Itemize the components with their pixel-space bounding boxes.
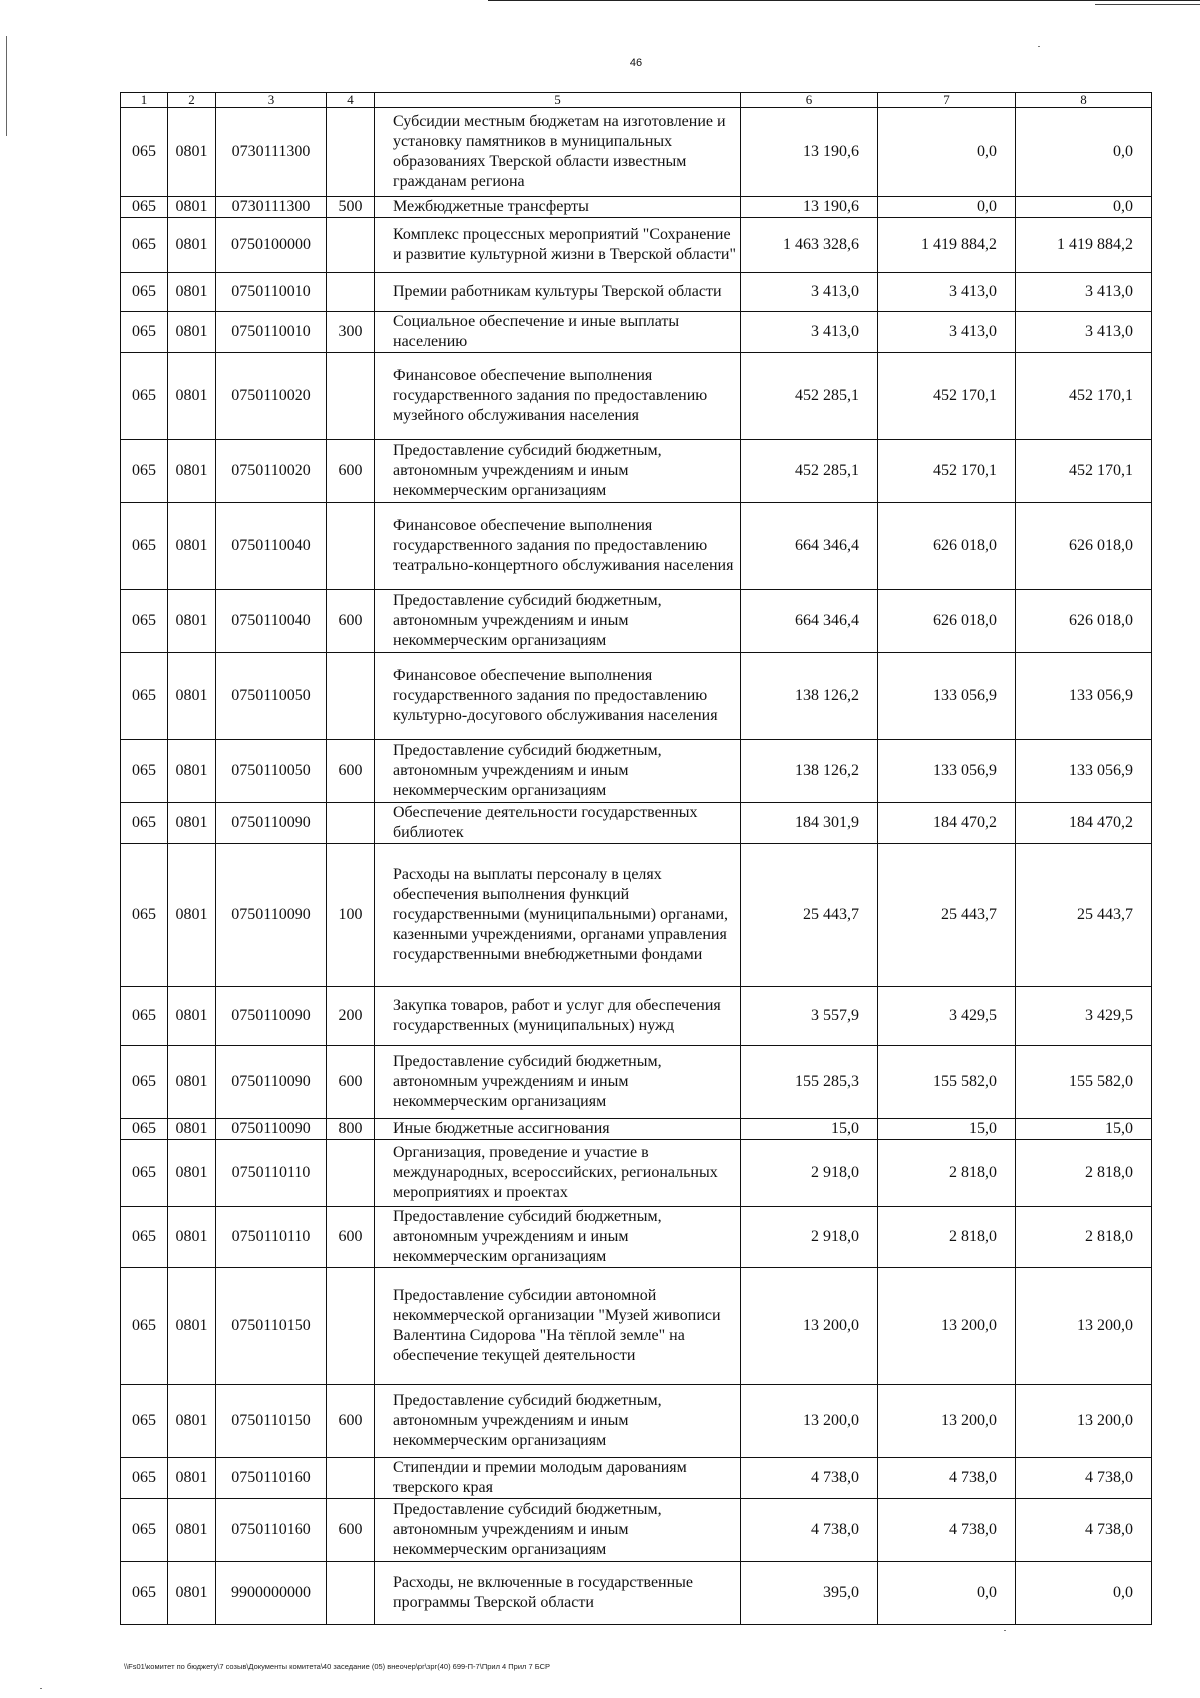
expense-type-cell: 500 bbox=[327, 197, 375, 218]
admin-code-cell: 065 bbox=[121, 108, 168, 197]
amount-year-2-cell: 1 419 884,2 bbox=[878, 218, 1016, 273]
amount-year-3-cell: 0,0 bbox=[1016, 1562, 1152, 1625]
target-article-cell: 0750100000 bbox=[216, 218, 327, 273]
admin-code-cell: 065 bbox=[121, 803, 168, 844]
table-row bbox=[121, 1562, 1152, 1625]
amount-year-1-cell: 452 285,1 bbox=[741, 353, 878, 440]
expense-type-cell: 200 bbox=[327, 987, 375, 1046]
description-cell: Социальное обеспечение и иные выплаты населению bbox=[375, 312, 741, 353]
section-code-cell: 0801 bbox=[168, 1385, 216, 1458]
target-article-cell: 0750110160 bbox=[216, 1458, 327, 1499]
amount-year-1-cell: 3 557,9 bbox=[741, 987, 878, 1046]
admin-code-cell: 065 bbox=[121, 312, 168, 353]
target-article-cell: 0750110040 bbox=[216, 503, 327, 590]
amount-year-1-cell: 25 443,7 bbox=[741, 844, 878, 987]
budget-table bbox=[120, 92, 1152, 1625]
section-code-cell: 0801 bbox=[168, 273, 216, 312]
description-cell: Предоставление субсидий бюджетным, автономным учреждениям и иным некоммерческим организациям bbox=[375, 1499, 741, 1562]
amount-year-3-cell: 0,0 bbox=[1016, 108, 1152, 197]
amount-year-2-cell: 3 413,0 bbox=[878, 312, 1016, 353]
amount-year-2-cell: 626 018,0 bbox=[878, 590, 1016, 653]
table-row bbox=[121, 1385, 1152, 1458]
expense-type-cell: 600 bbox=[327, 440, 375, 503]
scan-speck bbox=[1004, 1630, 1006, 1631]
amount-year-1-cell: 155 285,3 bbox=[741, 1046, 878, 1119]
amount-year-2-cell: 13 200,0 bbox=[878, 1268, 1016, 1385]
column-header: 4 bbox=[327, 93, 375, 108]
amount-year-3-cell: 15,0 bbox=[1016, 1119, 1152, 1140]
amount-year-1-cell: 138 126,2 bbox=[741, 653, 878, 740]
admin-code-cell: 065 bbox=[121, 1385, 168, 1458]
table-row bbox=[121, 590, 1152, 653]
amount-year-3-cell: 2 818,0 bbox=[1016, 1140, 1152, 1207]
description-cell: Предоставление субсидии автономной некоммерческой организации "Музей живописи Валентина Сидорова "На тёплой земле" на обеспечение текущей деятельности bbox=[375, 1268, 741, 1385]
description-cell: Обеспечение деятельности государственных библиотек bbox=[375, 803, 741, 844]
admin-code-cell: 065 bbox=[121, 1268, 168, 1385]
amount-year-2-cell: 626 018,0 bbox=[878, 503, 1016, 590]
target-article-cell: 0750110090 bbox=[216, 987, 327, 1046]
footer-file-path: \\Fs01\комитет по бюджету\7 созыв\Документы комитета\40 заседание (05) внеочер\рг\зрг(40) 699-П-7\Прил 4 Прил 7 БСР bbox=[124, 1662, 551, 1671]
amount-year-1-cell: 2 918,0 bbox=[741, 1140, 878, 1207]
table-row bbox=[121, 1119, 1152, 1140]
amount-year-1-cell: 138 126,2 bbox=[741, 740, 878, 803]
description-cell: Расходы на выплаты персоналу в целях обеспечения выполнения функций государственными (муниципальными) органами, казенными учреждениями, органами управления государственными внебюджетными фондами bbox=[375, 844, 741, 987]
amount-year-1-cell: 13 200,0 bbox=[741, 1385, 878, 1458]
amount-year-2-cell: 0,0 bbox=[878, 108, 1016, 197]
description-cell: Предоставление субсидий бюджетным, автономным учреждениям и иным некоммерческим организациям bbox=[375, 1046, 741, 1119]
table-row bbox=[121, 1458, 1152, 1499]
amount-year-2-cell: 2 818,0 bbox=[878, 1207, 1016, 1268]
target-article-cell: 0750110010 bbox=[216, 273, 327, 312]
description-cell: Финансовое обеспечение выполнения государственного задания по предоставлению культурно-досугового обслуживания населения bbox=[375, 653, 741, 740]
admin-code-cell: 065 bbox=[121, 1458, 168, 1499]
section-code-cell: 0801 bbox=[168, 590, 216, 653]
amount-year-2-cell: 13 200,0 bbox=[878, 1385, 1016, 1458]
scan-speck bbox=[40, 1688, 42, 1689]
expense-type-cell bbox=[327, 503, 375, 590]
amount-year-1-cell: 664 346,4 bbox=[741, 590, 878, 653]
section-code-cell: 0801 bbox=[168, 987, 216, 1046]
amount-year-1-cell: 3 413,0 bbox=[741, 312, 878, 353]
expense-type-cell: 600 bbox=[327, 740, 375, 803]
section-code-cell: 0801 bbox=[168, 1499, 216, 1562]
description-cell: Стипендии и премии молодым дарованиям тверского края bbox=[375, 1458, 741, 1499]
table-row bbox=[121, 312, 1152, 353]
expense-type-cell: 600 bbox=[327, 1499, 375, 1562]
table-row bbox=[121, 440, 1152, 503]
description-cell: Предоставление субсидий бюджетным, автономным учреждениям и иным некоммерческим организациям bbox=[375, 440, 741, 503]
target-article-cell: 0750110110 bbox=[216, 1140, 327, 1207]
target-article-cell: 0750110110 bbox=[216, 1207, 327, 1268]
section-code-cell: 0801 bbox=[168, 844, 216, 987]
expense-type-cell bbox=[327, 1268, 375, 1385]
column-header: 2 bbox=[168, 93, 216, 108]
table-row bbox=[121, 1046, 1152, 1119]
table-row bbox=[121, 803, 1152, 844]
amount-year-2-cell: 25 443,7 bbox=[878, 844, 1016, 987]
amount-year-3-cell: 13 200,0 bbox=[1016, 1385, 1152, 1458]
amount-year-3-cell: 133 056,9 bbox=[1016, 740, 1152, 803]
expense-type-cell: 600 bbox=[327, 1385, 375, 1458]
column-header: 3 bbox=[216, 93, 327, 108]
amount-year-1-cell: 184 301,9 bbox=[741, 803, 878, 844]
amount-year-1-cell: 13 200,0 bbox=[741, 1268, 878, 1385]
table-row bbox=[121, 653, 1152, 740]
amount-year-2-cell: 4 738,0 bbox=[878, 1458, 1016, 1499]
table-row bbox=[121, 1207, 1152, 1268]
target-article-cell: 0750110150 bbox=[216, 1385, 327, 1458]
amount-year-2-cell: 452 170,1 bbox=[878, 353, 1016, 440]
table-row bbox=[121, 987, 1152, 1046]
amount-year-2-cell: 133 056,9 bbox=[878, 653, 1016, 740]
amount-year-3-cell: 3 413,0 bbox=[1016, 273, 1152, 312]
scan-speck bbox=[1038, 46, 1040, 47]
section-code-cell: 0801 bbox=[168, 353, 216, 440]
admin-code-cell: 065 bbox=[121, 740, 168, 803]
amount-year-3-cell: 626 018,0 bbox=[1016, 503, 1152, 590]
amount-year-1-cell: 15,0 bbox=[741, 1119, 878, 1140]
target-article-cell: 0730111300 bbox=[216, 108, 327, 197]
section-code-cell: 0801 bbox=[168, 803, 216, 844]
amount-year-3-cell: 3 413,0 bbox=[1016, 312, 1152, 353]
admin-code-cell: 065 bbox=[121, 503, 168, 590]
admin-code-cell: 065 bbox=[121, 197, 168, 218]
section-code-cell: 0801 bbox=[168, 740, 216, 803]
description-cell: Закупка товаров, работ и услуг для обеспечения государственных (муниципальных) нужд bbox=[375, 987, 741, 1046]
amount-year-3-cell: 4 738,0 bbox=[1016, 1499, 1152, 1562]
table-row bbox=[121, 218, 1152, 273]
expense-type-cell: 800 bbox=[327, 1119, 375, 1140]
amount-year-2-cell: 2 818,0 bbox=[878, 1140, 1016, 1207]
target-article-cell: 0750110090 bbox=[216, 803, 327, 844]
description-cell: Организация, проведение и участие в международных, всероссийских, региональных мероприятиях и проектах bbox=[375, 1140, 741, 1207]
section-code-cell: 0801 bbox=[168, 1268, 216, 1385]
table-row bbox=[121, 1268, 1152, 1385]
amount-year-1-cell: 664 346,4 bbox=[741, 503, 878, 590]
description-cell: Предоставление субсидий бюджетным, автономным учреждениям и иным некоммерческим организациям bbox=[375, 1207, 741, 1268]
description-cell: Финансовое обеспечение выполнения государственного задания по предоставлению театрально-концертного обслуживания населения bbox=[375, 503, 741, 590]
expense-type-cell bbox=[327, 653, 375, 740]
target-article-cell: 0750110020 bbox=[216, 440, 327, 503]
amount-year-1-cell: 395,0 bbox=[741, 1562, 878, 1625]
column-header: 5 bbox=[375, 93, 741, 108]
amount-year-3-cell: 25 443,7 bbox=[1016, 844, 1152, 987]
description-cell: Предоставление субсидий бюджетным, автономным учреждениям и иным некоммерческим организациям bbox=[375, 590, 741, 653]
amount-year-2-cell: 184 470,2 bbox=[878, 803, 1016, 844]
table-row bbox=[121, 108, 1152, 197]
description-cell: Субсидии местным бюджетам на изготовление и установку памятников в муниципальных образованиях Тверской области известным гражданам региона bbox=[375, 108, 741, 197]
expense-type-cell bbox=[327, 108, 375, 197]
target-article-cell: 0750110050 bbox=[216, 740, 327, 803]
target-article-cell: 0750110090 bbox=[216, 1119, 327, 1140]
table-row bbox=[121, 1140, 1152, 1207]
amount-year-3-cell: 184 470,2 bbox=[1016, 803, 1152, 844]
amount-year-3-cell: 1 419 884,2 bbox=[1016, 218, 1152, 273]
section-code-cell: 0801 bbox=[168, 312, 216, 353]
description-cell: Предоставление субсидий бюджетным, автономным учреждениям и иным некоммерческим организациям bbox=[375, 740, 741, 803]
amount-year-3-cell: 3 429,5 bbox=[1016, 987, 1152, 1046]
amount-year-2-cell: 133 056,9 bbox=[878, 740, 1016, 803]
column-header: 1 bbox=[121, 93, 168, 108]
amount-year-1-cell: 1 463 328,6 bbox=[741, 218, 878, 273]
amount-year-3-cell: 4 738,0 bbox=[1016, 1458, 1152, 1499]
amount-year-2-cell: 4 738,0 bbox=[878, 1499, 1016, 1562]
admin-code-cell: 065 bbox=[121, 1140, 168, 1207]
expense-type-cell bbox=[327, 803, 375, 844]
admin-code-cell: 065 bbox=[121, 653, 168, 740]
expense-type-cell bbox=[327, 353, 375, 440]
amount-year-1-cell: 452 285,1 bbox=[741, 440, 878, 503]
amount-year-2-cell: 452 170,1 bbox=[878, 440, 1016, 503]
description-cell: Расходы, не включенные в государственные программы Тверской области bbox=[375, 1562, 741, 1625]
table-row bbox=[121, 740, 1152, 803]
description-cell: Комплекс процессных мероприятий "Сохранение и развитие культурной жизни в Тверской области" bbox=[375, 218, 741, 273]
expense-type-cell: 300 bbox=[327, 312, 375, 353]
amount-year-2-cell: 3 429,5 bbox=[878, 987, 1016, 1046]
amount-year-3-cell: 452 170,1 bbox=[1016, 440, 1152, 503]
amount-year-3-cell: 133 056,9 bbox=[1016, 653, 1152, 740]
amount-year-3-cell: 452 170,1 bbox=[1016, 353, 1152, 440]
section-code-cell: 0801 bbox=[168, 1562, 216, 1625]
column-header: 8 bbox=[1016, 93, 1152, 108]
admin-code-cell: 065 bbox=[121, 218, 168, 273]
section-code-cell: 0801 bbox=[168, 1207, 216, 1268]
section-code-cell: 0801 bbox=[168, 1046, 216, 1119]
section-code-cell: 0801 bbox=[168, 653, 216, 740]
section-code-cell: 0801 bbox=[168, 1119, 216, 1140]
section-code-cell: 0801 bbox=[168, 108, 216, 197]
admin-code-cell: 065 bbox=[121, 1499, 168, 1562]
expense-type-cell bbox=[327, 218, 375, 273]
page-number: 46 bbox=[629, 57, 643, 69]
amount-year-2-cell: 15,0 bbox=[878, 1119, 1016, 1140]
column-header: 7 bbox=[878, 93, 1016, 108]
target-article-cell: 0750110160 bbox=[216, 1499, 327, 1562]
admin-code-cell: 065 bbox=[121, 987, 168, 1046]
table-row bbox=[121, 353, 1152, 440]
target-article-cell: 9900000000 bbox=[216, 1562, 327, 1625]
amount-year-3-cell: 0,0 bbox=[1016, 197, 1152, 218]
amount-year-1-cell: 13 190,6 bbox=[741, 197, 878, 218]
description-cell: Иные бюджетные ассигнования bbox=[375, 1119, 741, 1140]
amount-year-1-cell: 4 738,0 bbox=[741, 1458, 878, 1499]
amount-year-1-cell: 13 190,6 bbox=[741, 108, 878, 197]
scan-top-edge-line-2 bbox=[1095, 4, 1200, 5]
expense-type-cell: 600 bbox=[327, 1207, 375, 1268]
expense-type-cell bbox=[327, 1562, 375, 1625]
expense-type-cell bbox=[327, 1140, 375, 1207]
amount-year-2-cell: 0,0 bbox=[878, 197, 1016, 218]
amount-year-2-cell: 155 582,0 bbox=[878, 1046, 1016, 1119]
amount-year-3-cell: 626 018,0 bbox=[1016, 590, 1152, 653]
admin-code-cell: 065 bbox=[121, 1562, 168, 1625]
table-row bbox=[121, 844, 1152, 987]
description-cell: Предоставление субсидий бюджетным, автономным учреждениям и иным некоммерческим организациям bbox=[375, 1385, 741, 1458]
section-code-cell: 0801 bbox=[168, 503, 216, 590]
expense-type-cell: 600 bbox=[327, 1046, 375, 1119]
table-row bbox=[121, 197, 1152, 218]
table-row bbox=[121, 273, 1152, 312]
amount-year-3-cell: 13 200,0 bbox=[1016, 1268, 1152, 1385]
section-code-cell: 0801 bbox=[168, 197, 216, 218]
amount-year-1-cell: 4 738,0 bbox=[741, 1499, 878, 1562]
scan-top-edge-line bbox=[488, 0, 1200, 1]
target-article-cell: 0750110150 bbox=[216, 1268, 327, 1385]
amount-year-1-cell: 2 918,0 bbox=[741, 1207, 878, 1268]
amount-year-2-cell: 0,0 bbox=[878, 1562, 1016, 1625]
admin-code-cell: 065 bbox=[121, 1046, 168, 1119]
admin-code-cell: 065 bbox=[121, 590, 168, 653]
table-row bbox=[121, 1499, 1152, 1562]
admin-code-cell: 065 bbox=[121, 844, 168, 987]
table-row bbox=[121, 503, 1152, 590]
amount-year-2-cell: 3 413,0 bbox=[878, 273, 1016, 312]
amount-year-3-cell: 2 818,0 bbox=[1016, 1207, 1152, 1268]
target-article-cell: 0750110090 bbox=[216, 1046, 327, 1119]
section-code-cell: 0801 bbox=[168, 1458, 216, 1499]
description-cell: Межбюджетные трансферты bbox=[375, 197, 741, 218]
admin-code-cell: 065 bbox=[121, 1207, 168, 1268]
section-code-cell: 0801 bbox=[168, 218, 216, 273]
column-number-row bbox=[121, 93, 1152, 108]
section-code-cell: 0801 bbox=[168, 440, 216, 503]
scan-left-edge-mark bbox=[6, 36, 7, 136]
amount-year-1-cell: 3 413,0 bbox=[741, 273, 878, 312]
admin-code-cell: 065 bbox=[121, 440, 168, 503]
target-article-cell: 0750110020 bbox=[216, 353, 327, 440]
expense-type-cell bbox=[327, 1458, 375, 1499]
description-cell: Финансовое обеспечение выполнения государственного задания по предоставлению музейного обслуживания населения bbox=[375, 353, 741, 440]
expense-type-cell: 100 bbox=[327, 844, 375, 987]
expense-type-cell: 600 bbox=[327, 590, 375, 653]
target-article-cell: 0750110090 bbox=[216, 844, 327, 987]
admin-code-cell: 065 bbox=[121, 1119, 168, 1140]
admin-code-cell: 065 bbox=[121, 273, 168, 312]
admin-code-cell: 065 bbox=[121, 353, 168, 440]
amount-year-3-cell: 155 582,0 bbox=[1016, 1046, 1152, 1119]
target-article-cell: 0750110050 bbox=[216, 653, 327, 740]
description-cell: Премии работникам культуры Тверской области bbox=[375, 273, 741, 312]
target-article-cell: 0750110040 bbox=[216, 590, 327, 653]
target-article-cell: 0730111300 bbox=[216, 197, 327, 218]
section-code-cell: 0801 bbox=[168, 1140, 216, 1207]
expense-type-cell bbox=[327, 273, 375, 312]
target-article-cell: 0750110010 bbox=[216, 312, 327, 353]
column-header: 6 bbox=[741, 93, 878, 108]
